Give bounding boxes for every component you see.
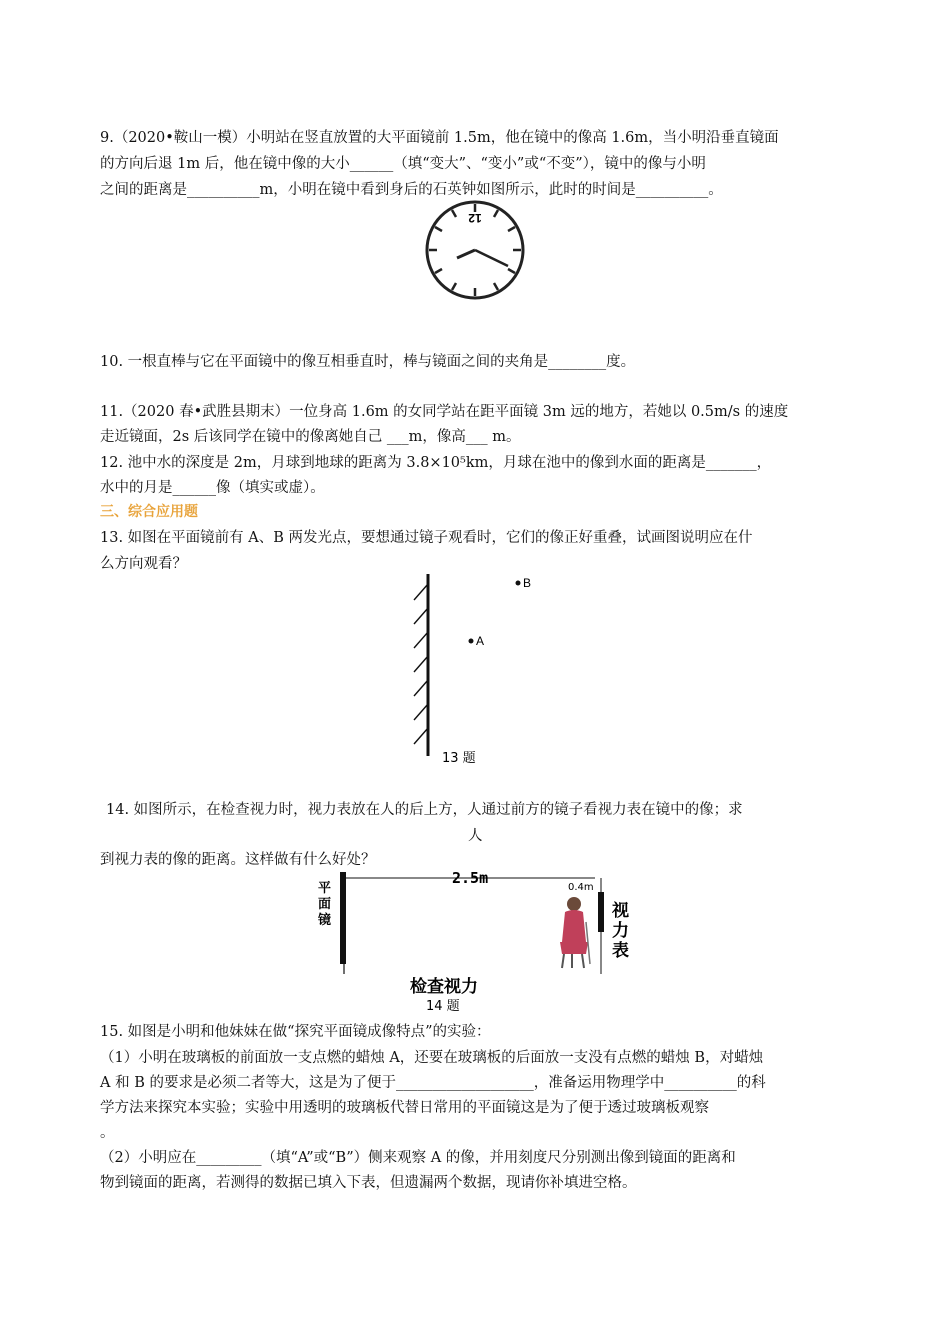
q13-line1: 13. 如图在平面镜前有 A、B 两发光点，要想通过镜子观看时，它们的像正好重叠，试画图说明应在什 (100, 530, 753, 546)
q15-line2: （1）小明在玻璃板的前面放一支点燃的蜡烛 A，还要在玻璃板的后面放一支没有点燃的蜡烛 B，对蜡烛 (100, 1050, 764, 1066)
q12-line2: 水中的月是______像（填实或虚）。 (100, 480, 325, 496)
figure-14-caption: 14 题 (426, 999, 460, 1014)
q11-line2: 走近镜面，2s 后该同学在镜中的像离她自己 ___m，像高___ m。 (100, 429, 521, 445)
section-title: 三、综合应用题 (100, 504, 198, 520)
clock-figure (425, 200, 525, 300)
mirror-label-1: 平 (318, 881, 332, 896)
q9-line2: 的方向后退 1m 后，他在镜中像的大小______（填“变大”、“变小”或“不变”），镜中的像与小明 (100, 156, 706, 172)
mirror-hatching (414, 584, 428, 744)
q15-line6: （2）小明应在_________（填“A”或“B”）侧来观察 A 的像，并用刻度尺分别测出像到镜面的距离和 (100, 1150, 736, 1166)
mirror-label-2: 面 (318, 897, 332, 912)
chart-label-2: 力 (612, 921, 629, 941)
mirror-label-3: 镜 (318, 913, 332, 928)
vision-test-diagram (310, 864, 650, 1014)
point-a-dot (469, 639, 474, 644)
seated-person-figure (560, 897, 590, 968)
chart-label-1: 视 (612, 901, 629, 921)
figure-13-caption: 13 题 (442, 751, 476, 766)
q15-line5: 。 (100, 1125, 115, 1141)
q9-line1: 9.（2020•鞍山一模）小明站在竖直放置的大平面镜前 1.5m，他在镜中的像高 1.6m，当小明沿垂直镜面 (100, 130, 779, 146)
q12-line1: 12. 池中水的深度是 2m，月球到地球的距离为 3.8×10⁵km，月球在池中的像到水面的距离是_______， (100, 455, 772, 471)
q14-line1: 14. 如图所示，在检查视力时，视力表放在人的后上方，人通过前方的镜子看视力表在镜中的像；求 (106, 802, 743, 818)
chart-label-3: 表 (612, 941, 629, 961)
q15-line1: 15. 如图是小明和他妹妹在做“探究平面镜成像特点”的实验： (100, 1024, 491, 1040)
point-a-label: A (476, 634, 485, 648)
q15-line7: 物到镜面的距离，若测得的数据已填入下表，但遗漏两个数据，现请你补填进空格。 (100, 1175, 637, 1191)
small-distance-label: 0.4m (568, 882, 594, 893)
vision-test-title: 检查视力 (410, 977, 478, 997)
mirror-diagram-13 (400, 570, 560, 770)
point-b-dot (516, 581, 521, 586)
q10-line1: 10. 一根直棒与它在平面镜中的像互相垂直时，棒与镜面之间的夹角是________度。 (100, 354, 636, 370)
clock-minute-hand (475, 250, 508, 266)
q15-line4: 学方法来探究本实验；实验中用透明的玻璃板代替日常用的平面镜这是为了便于透过玻璃板观察 (100, 1100, 709, 1116)
q14-line2: 到视力表的像的距离。这样做有什么好处？ (100, 852, 376, 868)
clock-hour-hand (457, 250, 475, 258)
point-b-label: B (523, 576, 532, 590)
q14-line1b: 人 (468, 828, 483, 844)
mirror-bar (340, 872, 346, 964)
q15-line3: A 和 B 的要求是必须二者等大，这是为了便于___________________，准备运用物理学中__________的科 (100, 1075, 766, 1091)
distance-label: 2.5m (452, 869, 489, 887)
q9-line3: 之间的距离是__________m，小明在镜中看到身后的石英钟如图所示，此时的时间是__________。 (100, 182, 723, 198)
q13-line2: 么方向观看？ (100, 556, 187, 572)
clock-label-12: 12 (468, 211, 482, 225)
q11-line1: 11.（2020 春•武胜县期末）一位身高 1.6m 的女同学站在距平面镜 3m 远的地方，若她以 0.5m/s 的速度 (100, 404, 789, 420)
